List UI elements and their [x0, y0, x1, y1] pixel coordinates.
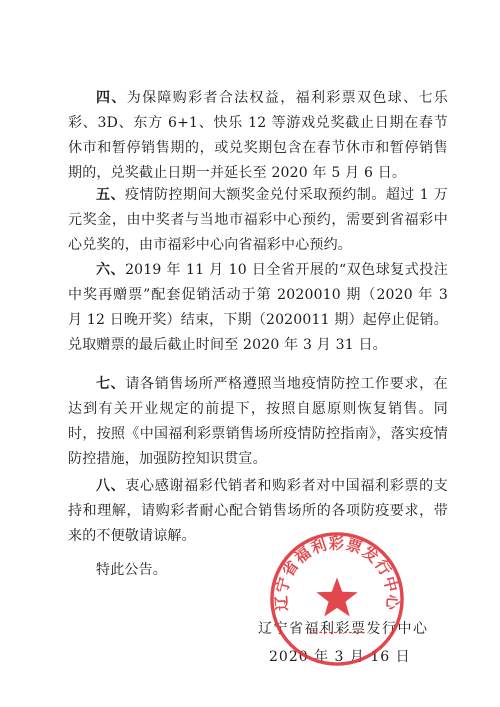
- paragraph-4: [68, 86, 448, 186]
- paragraph-text: 2019 年 11 月 10 日全省开展的“双色球复式投注中奖再赠票”配套促销活动于第 2020010 期（2020 年 3 月 12 日晚开奖）结束，下期（2020011 期）起停止促销。兑取赠票的最后截止时间至 2020 年 3 月 31 日。: [68, 262, 449, 353]
- paragraph-text: 衷心感谢福彩代销者和购彩者对中国福利彩票的支持和理解，请购彩者耐心配合销售场所的各项防疫要求，带来的不便敬请谅解。: [68, 478, 448, 544]
- issuer-name: 辽宁省福利彩票发行中心: [258, 621, 429, 637]
- paragraph-lead: 五、: [96, 187, 125, 203]
- paragraph-7: [68, 372, 448, 472]
- paragraph-text: 请各销售场所严格遵照当地疫情防控工作要求，在达到有关开业规定的前提下，按照自愿原则恢复销售。同时，按照《中国福利彩票销售场所疫情防控指南》，落实疫情防控措施，加强防控知识贯宣。: [68, 376, 448, 467]
- official-seal-icon: [268, 530, 406, 668]
- paragraph-lead: 七、: [96, 376, 126, 392]
- paragraph-text: 为保障购彩者合法权益，福利彩票双色球、七乐彩、3D、东方 6+1、快乐 12 等游戏兑奖截止日期在春节休市和暂停销售期的，或兑奖期包含在春节休市和暂停销售期的，兑奖截止日期一并延长至 2020 年 5 月 6 日。: [68, 90, 448, 181]
- seal-ring-text: 辽宁省福利彩票发行中心: [272, 534, 402, 612]
- paragraph-6: [68, 258, 448, 358]
- paragraph-lead: 八、: [96, 478, 126, 494]
- paragraph-text: 特此公告。: [96, 562, 167, 578]
- issue-date: 2020 年 3 月 16 日: [269, 649, 411, 665]
- paragraph-lead: 六、: [96, 262, 126, 278]
- paragraph-lead: 四、: [96, 90, 127, 106]
- paragraph-text: 疫情防控期间大额奖金兑付采取预约制。超过 1 万元奖金，由中奖者与当地市福彩中心预约，需要到省福彩中心兑奖的，由市福彩中心向省福彩中心预约。: [68, 187, 448, 253]
- paragraph-5: [68, 183, 448, 258]
